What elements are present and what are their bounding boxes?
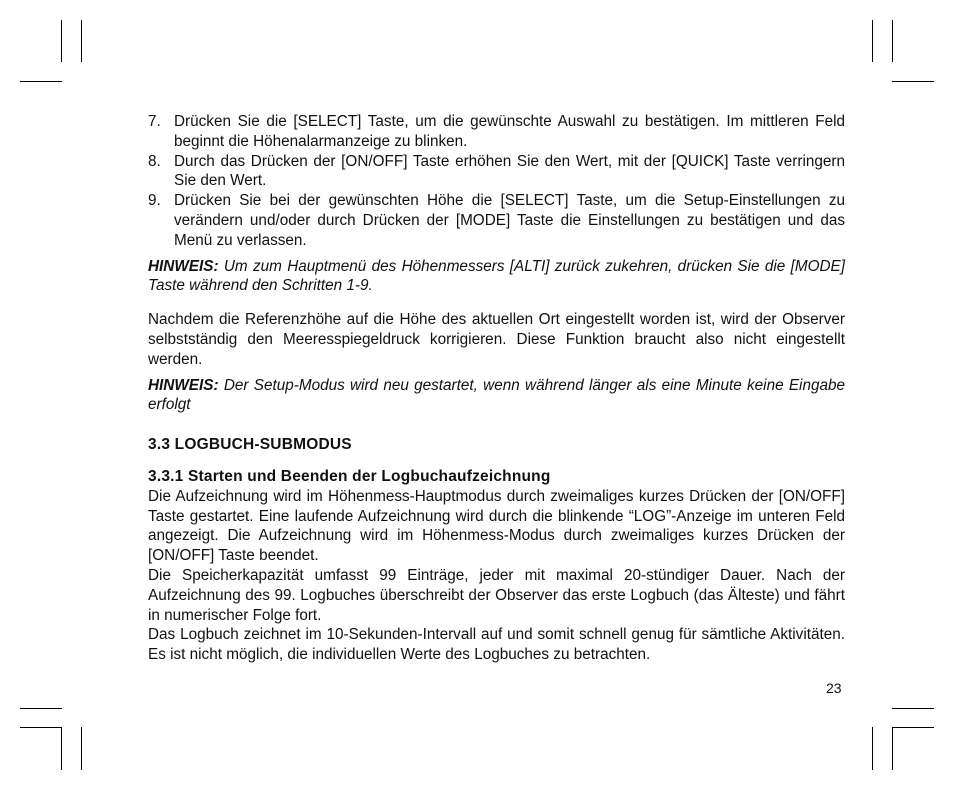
crop-mark [892,708,934,709]
subsection-heading: 3.3.1 Starten und Beenden der Logbuchaufzeichnung [148,467,551,485]
list-item [148,112,845,152]
crop-mark [872,20,873,62]
note-text: Um zum Hauptmenü des Höhenmessers [ALTI] zurück zukehren, drücken Sie die [MODE] Taste während den Schritten 1-9. [148,257,845,295]
page-content [148,112,845,665]
body-paragraph: Das Logbuch zeichnet im 10-Sekunden-Intervall auf und somit schnell genug für sämtliche Aktivitäten. Es ist nicht möglich, die individuellen Werte des Logbuches zu betrachten. [148,626,845,664]
step-text: Durch das Drücken der [ON/OFF] Taste erhöhen Sie den Wert, mit der [QUICK] Taste verringern Sie den Wert. [174,152,845,190]
step-text: Drücken Sie bei der gewünschten Höhe die [SELECT] Taste, um die Setup-Einstellungen zu verändern und/oder durch Drücken der [MODE] Taste die Einstellungen zu bestätigen und das Menü zu verlassen. [174,192,845,249]
step-number: 7. [148,113,161,130]
crop-mark [892,727,893,770]
body-paragraph: Die Speicherkapazität umfasst 99 Einträge, jeder mit maximal 20-stündiger Dauer. Nach der Aufzeichnung des 99. Logbuches überschreibt der Observer das erste Logbuch (das Älteste) und fährt in numerischer Folge fort. [148,566,845,624]
note-hinweis [148,376,845,416]
page-number: 23 [826,680,842,696]
note-text: Der Setup-Modus wird neu gestartet, wenn während länger als eine Minute keine Eingabe erfolgt [148,376,845,414]
step-list [148,112,845,251]
step-number: 9. [148,192,161,210]
crop-mark [20,708,62,709]
body-paragraph: Nachdem die Referenzhöhe auf die Höhe des aktuellen Ort eingestellt worden ist, wird der Observer selbstständig den Meeresspiegeldruck korrigieren. Diese Funktion braucht also nicht eingestellt werden. [148,311,845,368]
crop-mark [61,20,62,62]
crop-mark [20,727,62,728]
crop-mark [81,20,82,62]
crop-mark [61,727,62,770]
note-hinweis [148,257,845,297]
crop-mark [81,727,82,770]
crop-mark [20,81,62,82]
step-text: Drücken Sie die [SELECT] Taste, um die gewünschte Auswahl zu bestätigen. Im mittleren Feld beginnt die Höhenalarmanzeige zu blinken. [174,113,845,150]
body-paragraph: Die Aufzeichnung wird im Höhenmess-Hauptmodus durch zweimaliges kurzes Drücken der [ON/OFF] Taste gestartet. Eine laufende Aufzeichnung wird durch die blinkende “LOG”-Anzeige im unteren Feld angezeigt. Die Aufzeichnung wird im Höhenmess-Modus durch zweimaliges kurzes Drücken der [ON/OFF] Taste beendet. [148,487,845,565]
crop-mark [892,20,893,62]
step-number: 8. [148,152,161,170]
note-label: HINWEIS: [148,257,219,275]
list-item [148,152,845,192]
crop-mark [892,727,934,728]
crop-mark [892,81,934,82]
crop-mark [872,727,873,770]
note-label: HINWEIS: [148,376,219,394]
section-heading: 3.3 LOGBUCH-SUBMODUS [148,436,352,454]
list-item [148,191,845,250]
